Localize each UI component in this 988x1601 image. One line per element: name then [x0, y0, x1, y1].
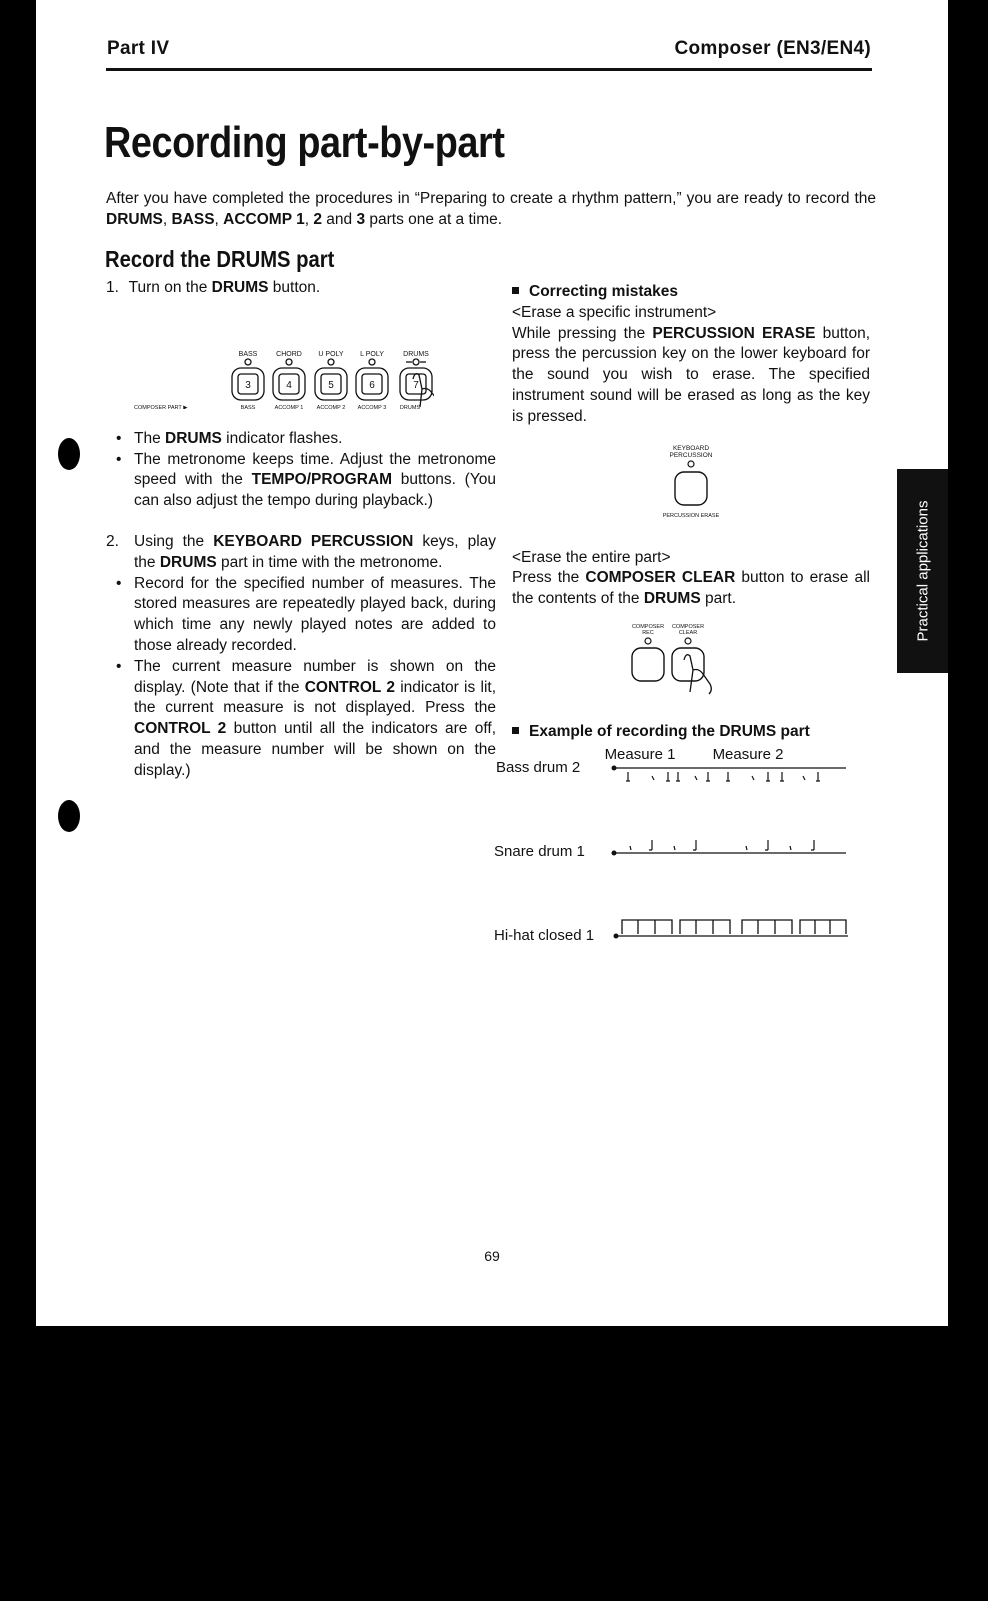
percussion-erase-diagram [512, 442, 870, 526]
drums-notation-example [490, 738, 870, 948]
svg-text:5: 5 [328, 379, 334, 391]
svg-text:ACCOMP 3: ACCOMP 3 [357, 404, 387, 409]
page-title: Recording part-by-part [104, 118, 505, 167]
indicator-led [286, 359, 292, 365]
page-number: 69 [484, 1248, 500, 1264]
indicator-led [413, 359, 419, 365]
indicator-led [245, 359, 251, 365]
row-bass-drum-2: Bass drum 2 [496, 759, 581, 776]
side-tab-practical-applications: Practical applications [897, 469, 948, 673]
header-rule [106, 68, 872, 71]
measure-1-label: Measure 1 [604, 746, 676, 763]
svg-text:COMPOSER: COMPOSER [631, 623, 665, 630]
right-column [512, 282, 870, 743]
composer-rec-button [632, 648, 664, 681]
square-bullet-icon [512, 727, 519, 734]
pressing-hand-icon [413, 373, 434, 408]
intro-paragraph: After you have completed the procedures in “Preparing to create a rhythm pattern,” you are ready to record the DRUMS, BASS, ACCOMP 1, 2 and 3 parts one at a time. [106, 190, 876, 228]
snare-drum-notes [630, 840, 814, 850]
svg-text:PERCUSSION ERASE: PERCUSSION ERASE [662, 512, 720, 519]
panel-label-upoly: U POLY [318, 350, 344, 358]
pressing-hand-icon [684, 655, 711, 694]
correcting-heading: Correcting mistakes [512, 282, 870, 303]
svg-text:CLEAR: CLEAR [678, 629, 698, 636]
example-heading: Example of recording the DRUMS part [512, 722, 870, 743]
indicator-led [369, 359, 375, 365]
row-hihat-closed-1: Hi-hat closed 1 [494, 927, 595, 944]
svg-text:6: 6 [369, 379, 375, 391]
manual-page [36, 0, 948, 1326]
row-snare-drum-1: Snare drum 1 [494, 843, 585, 860]
measure-2-label: Measure 2 [712, 746, 784, 763]
step-2: 2. Using the KEYBOARD PERCUSSION keys, play the DRUMS part in time with the metronome. [106, 532, 497, 571]
composer-part-buttons-diagram [134, 309, 434, 409]
hihat-closed-notes [622, 920, 846, 934]
binder-hole [58, 800, 80, 832]
composer-clear-diagram [512, 620, 870, 720]
svg-text:COMPOSER: COMPOSER [671, 623, 705, 630]
header-chapter: Composer (EN3/EN4) [674, 38, 871, 59]
composer-clear-button [672, 648, 704, 681]
erase-instrument-subhead: <Erase a specific instrument> [512, 303, 717, 321]
panel-label-lpoly: L POLY [360, 350, 384, 358]
bullet-measure-number: • The current measure number is shown on the display. (Note that if the CONTROL 2 indicator is lit, the current measure is not displayed. Press the CONTROL 2 button until all the indicators are off, and the measure number will be shown on the display.) [116, 657, 497, 779]
header-part: Part IV [107, 38, 170, 59]
svg-text:4: 4 [286, 379, 292, 391]
percussion-erase-button [675, 472, 707, 505]
svg-text:3: 3 [245, 379, 251, 391]
erase-instrument-text: While pressing the PERCUSSION ERASE button, press the percussion key on the lower keyboard for the sound you wish to erase. The specified instrument sound will be erased as long as the key is pressed. [512, 324, 870, 425]
step-1: 1. Turn on the DRUMS button. [106, 279, 321, 296]
left-column [106, 278, 496, 782]
binder-hole [58, 438, 80, 470]
svg-text:KEYBOARD: KEYBOARD [672, 444, 710, 452]
bullet-metronome: • The metronome keeps time. Adjust the metronome speed with the TEMPO/PROGRAM buttons. (You can also adjust the tempo during playback.) [116, 450, 496, 510]
panel-label-bass: BASS [238, 350, 258, 358]
panel-label-drums: DRUMS [403, 350, 429, 358]
svg-text:DRUMS: DRUMS [399, 404, 421, 409]
indicator-led [688, 461, 694, 467]
svg-text:7: 7 [413, 379, 419, 391]
svg-text:ACCOMP 2: ACCOMP 2 [316, 404, 346, 409]
svg-text:ACCOMP 1: ACCOMP 1 [274, 404, 304, 409]
square-bullet-icon [512, 287, 519, 294]
bass-drum-notes [626, 772, 820, 781]
erase-part-text: Press the COMPOSER CLEAR button to erase all the contents of the DRUMS part. [512, 569, 871, 608]
panel-label-chord: CHORD [276, 350, 302, 358]
bullet-record-measures: • Record for the specified number of measures. The stored measures are repeatedly played back, during which time any newly played notes are added to those already recorded. [116, 574, 496, 654]
composer-part-label: COMPOSER PART ▶ [134, 404, 188, 409]
erase-part-subhead: <Erase the entire part> [512, 548, 671, 566]
section-heading: Record the DRUMS part [105, 246, 335, 272]
svg-text:PERCUSSION: PERCUSSION [669, 451, 713, 459]
bullet-drums-indicator: • The DRUMS indicator flashes. [116, 429, 343, 447]
svg-text:BASS: BASS [240, 404, 256, 409]
indicator-led [328, 359, 334, 365]
svg-text:REC: REC [642, 629, 654, 636]
